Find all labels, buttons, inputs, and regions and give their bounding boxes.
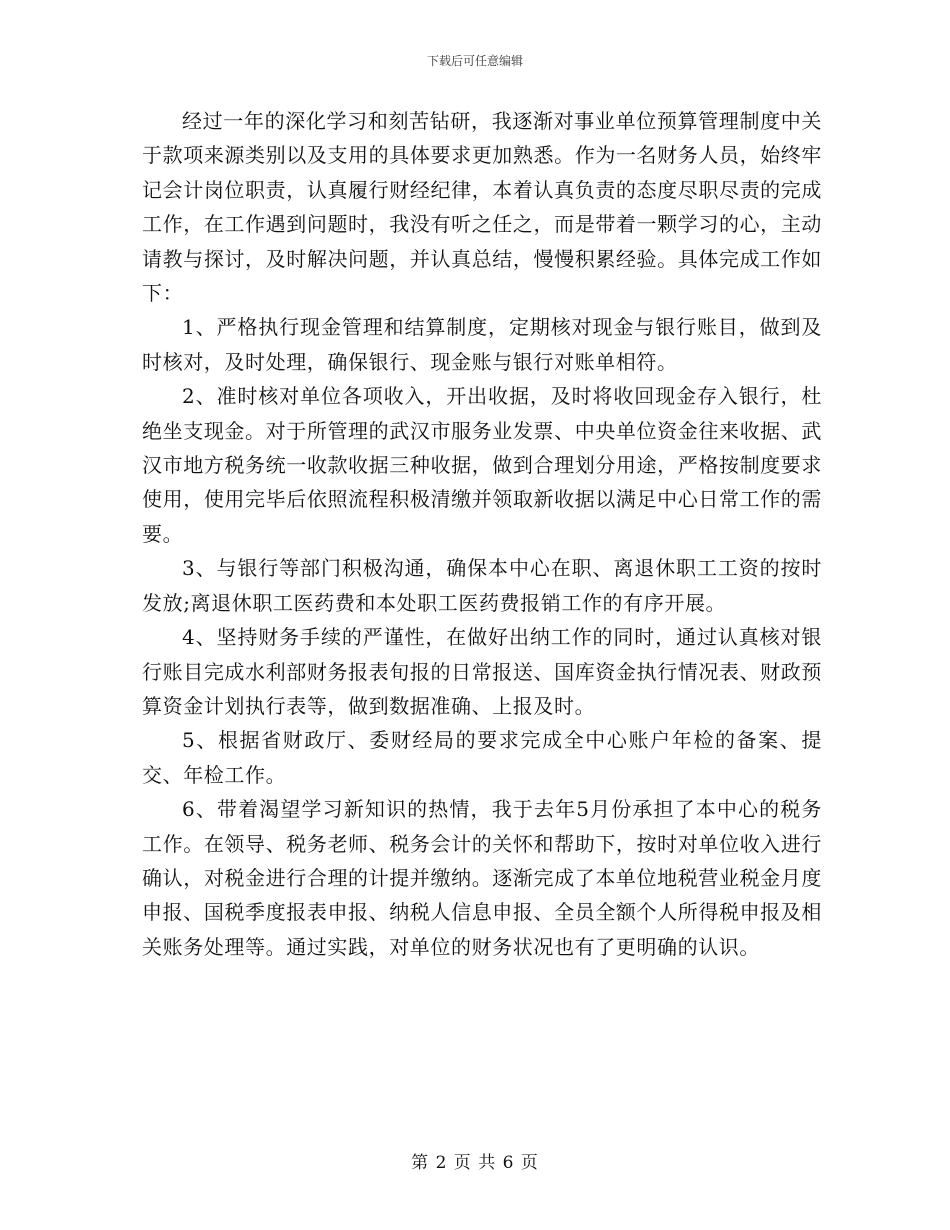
page-number: 第 2 页 共 6 页 (411, 1153, 539, 1173)
paragraph-item-2: 2、准时核对单位各项收入，开出收据，及时将收回现金存入银行，杜绝坐支现金。对于所管理的武汉市服务业发票、中央单位资金往来收据、武汉市地方税务统一收款收据三种收据，做到合理划分用途，严格按制度要求使用，使用完毕后依照流程积极清缴并领取新收据以满足中心日常工作的需要。 (142, 384, 822, 546)
paragraph-intro: 经过一年的深化学习和刻苦钻研，我逐渐对事业单位预算管理制度中关于款项来源类别以及支用的具体要求更加熟悉。作为一名财务人员，始终牢记会计岗位职责，认真履行财经纪律，本着认真负责的态度尽职尽责的完成工作，在工作遇到问题时，我没有听之任之，而是带着一颗学习的心，主动请教与探讨，及时解决问题，并认真总结，慢慢积累经验。具体完成工作如下： (142, 109, 822, 306)
paragraph-item-1: 1、严格执行现金管理和结算制度，定期核对现金与银行账目，做到及时核对，及时处理，确保银行、现金账与银行对账单相符。 (142, 315, 822, 374)
document-body (142, 104, 822, 964)
page-header-note: 下载后可任意编辑 (426, 54, 523, 68)
paragraph-item-4: 4、坚持财务手续的严谨性，在做好出纳工作的同时，通过认真核对银行账目完成水利部财务报表旬报的日常报送、国库资金执行情况表、财政预算资金计划执行表等，做到数据准确、上报及时。 (142, 625, 822, 718)
paragraph-item-3: 3、与银行等部门积极沟通，确保本中心在职、离退休职工工资的按时发放;离退休职工医药费和本处职工医药费报销工作的有序开展。 (142, 556, 822, 615)
paragraph-item-5: 5、根据省财政厅、委财经局的要求完成全中心账户年检的备案、提交、年检工作。 (142, 728, 822, 787)
paragraph-item-6: 6、带着渴望学习新知识的热情，我于去年5月份承担了本中心的税务工作。在领导、税务老师、税务会计的关怀和帮助下，按时对单位收入进行确认，对税金进行合理的计提并缴纳。逐渐完成了本单位地税营业税金月度申报、国税季度报表申报、纳税人信息申报、全员全额个人所得税申报及相关账务处理等。通过实践，对单位的财务状况也有了更明确的认识。 (142, 797, 822, 959)
